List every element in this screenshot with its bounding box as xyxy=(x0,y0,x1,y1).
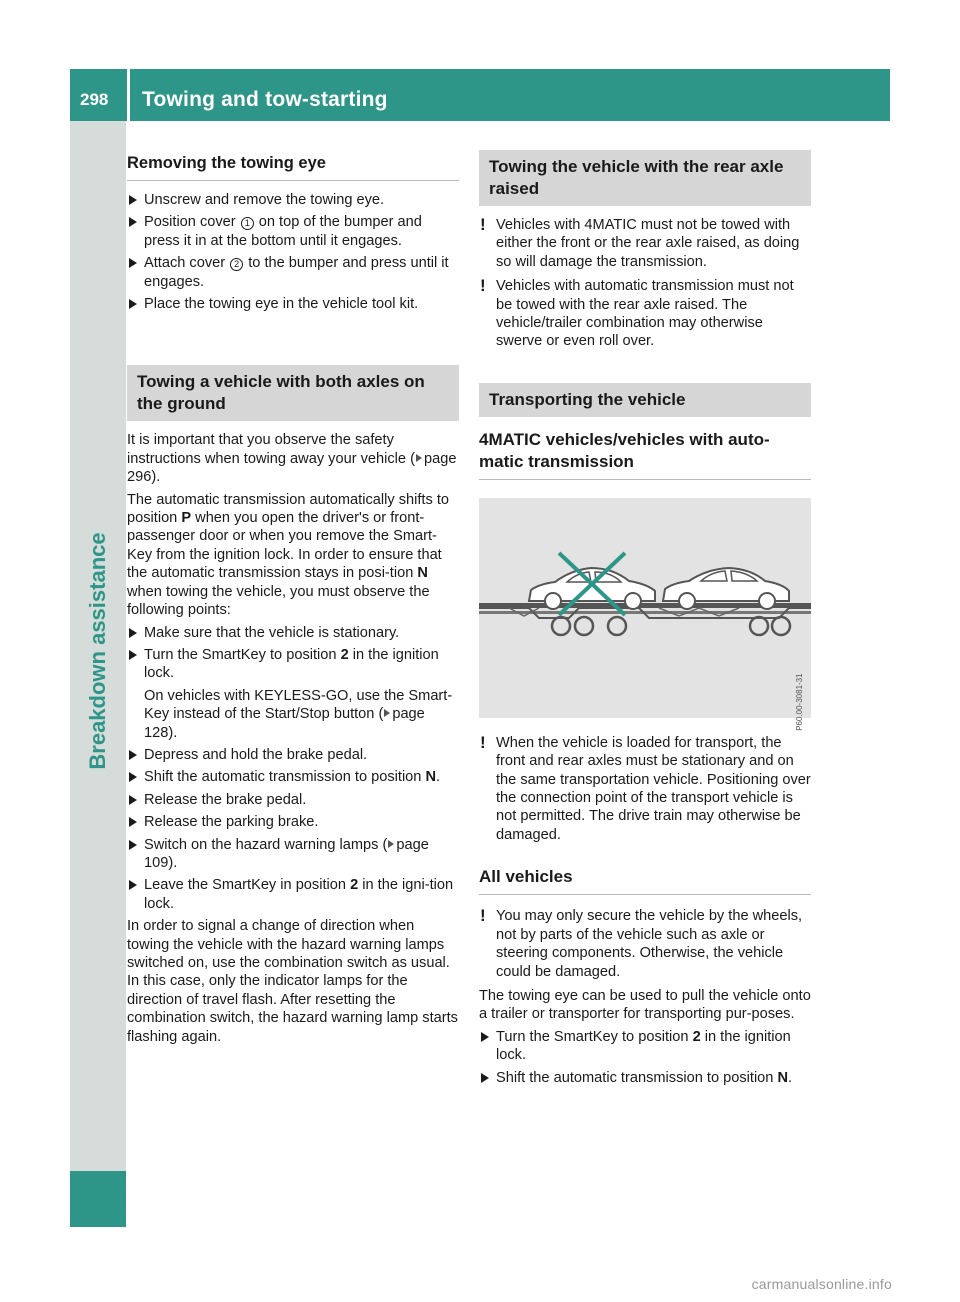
step-arrow-icon xyxy=(129,880,137,890)
step-item: Make sure that the vehicle is stationary. xyxy=(127,624,459,642)
step-arrow-icon xyxy=(129,299,137,309)
step-item: Release the parking brake. xyxy=(127,813,459,831)
paragraph: The automatic transmission automatically shifts to position P when you open the driver's or front-passenger door or when you remove the Smart-Key from the ignition lock. In order to ensure that the automatic transmission stays in posi-tion N when towing the vehicle, you must observe the following points: xyxy=(127,491,450,619)
step-item: Shift the automatic transmission to position N. xyxy=(479,1069,811,1087)
right-column xyxy=(479,150,811,1091)
callout-number-icon: 2 xyxy=(230,258,243,271)
step-arrow-icon xyxy=(129,628,137,638)
warning-note: ! When the vehicle is loaded for transport, the front and rear axles must be stationary and on the same transportation vehicle. Positioning over the connection point of the transport vehicle is not permitted. The drive train may otherwise be damaged. xyxy=(480,732,811,843)
watermark-text: carmanualsonline.info xyxy=(751,1276,892,1292)
step-item: Depress and hold the brake pedal. xyxy=(127,746,459,764)
figure-code: P60.00-3081-31 xyxy=(794,673,804,732)
step-arrow-icon xyxy=(129,258,137,268)
step-arrow-icon xyxy=(129,217,137,227)
heading-all-vehicles: All vehicles xyxy=(479,864,811,895)
step-arrow-icon xyxy=(129,795,137,805)
step-item: Position cover 1 on top of the bumper and press it in at the bottom until it engages. xyxy=(127,213,459,250)
page-header xyxy=(70,69,890,121)
warning-icon: ! xyxy=(480,732,486,752)
page-reference-icon xyxy=(388,840,394,848)
heading-4matic-automatic: 4MATIC vehicles/vehicles with auto-matic transmission xyxy=(479,427,811,480)
step-item: Turn the SmartKey to position 2 in the ignition lock. On vehicles with KEYLESS-GO, use the Smart-Key instead of the Start/Stop button ( page 128). xyxy=(127,646,459,742)
step-arrow-icon xyxy=(129,650,137,660)
step-item: Leave the SmartKey in position 2 in the igni-tion lock. xyxy=(127,876,459,913)
step-note: On vehicles with KEYLESS-GO, use the Smart-Key instead of the Start/Stop button ( page 128). xyxy=(144,687,453,741)
warning-note: ! Vehicles with automatic transmission must not be towed with the rear axle raised. The vehicle/trailer combination may otherwise swerve or even roll over. xyxy=(480,276,794,350)
heading-transporting-vehicle: Transporting the vehicle xyxy=(479,383,811,417)
step-arrow-icon xyxy=(129,750,137,760)
heading-towing-rear-axle-raised: Towing the vehicle with the rear axle raised xyxy=(479,150,811,206)
warning-note: ! You may only secure the vehicle by the wheels, not by parts of the vehicle such as axle or steering components. Otherwise, the vehicle could be damaged. xyxy=(480,906,803,980)
left-column xyxy=(127,150,459,1050)
page-number: 298 xyxy=(80,90,109,109)
chapter-title: Towing and tow-starting xyxy=(142,88,388,111)
step-item: Place the towing eye in the vehicle tool kit. xyxy=(127,295,459,313)
page-reference-icon xyxy=(416,454,422,462)
warning-icon: ! xyxy=(480,906,486,926)
paragraph: The towing eye can be used to pull the vehicle onto a trailer or transporter for transporting pur-poses. xyxy=(479,987,811,1023)
warning-icon: ! xyxy=(480,215,486,234)
heading-removing-towing-eye: Removing the towing eye xyxy=(127,150,459,181)
paragraph: In order to signal a change of direction when towing the vehicle with the hazard warning lamps switched on, use the combination switch as usual. In this case, only the indicator lamps for the direction of travel flash. After resetting the combination switch, the hazard warning lamp starts flashing again. xyxy=(127,918,458,1045)
warning-icon: ! xyxy=(480,276,486,296)
transport-illustration xyxy=(479,498,811,732)
warning-note: ! Vehicles with 4MATIC must not be towed with either the front or the rear axle raised, as doing so will damage the transmission. xyxy=(480,215,800,270)
page-reference-link[interactable]: page 109 xyxy=(144,836,429,871)
section-tab-marker xyxy=(70,1171,126,1227)
step-item: Unscrew and remove the towing eye. xyxy=(127,191,459,209)
page-reference-link[interactable]: page 296 xyxy=(127,450,457,486)
page-reference-link[interactable]: page 128 xyxy=(144,706,425,741)
section-side-band xyxy=(70,121,126,1171)
step-arrow-icon xyxy=(129,840,137,850)
step-item: Turn the SmartKey to position 2 in the ignition lock. xyxy=(479,1028,811,1065)
step-arrow-icon xyxy=(129,195,137,205)
step-arrow-icon xyxy=(129,817,137,827)
transport-trailer-image xyxy=(479,498,811,718)
step-item: Attach cover 2 to the bumper and press until it engages. xyxy=(127,254,459,291)
step-arrow-icon xyxy=(129,772,137,782)
page-reference-icon xyxy=(384,709,390,717)
step-item: Release the brake pedal. xyxy=(127,791,459,809)
header-divider xyxy=(127,69,130,121)
step-item: Switch on the hazard warning lamps ( page 109). xyxy=(127,836,459,873)
paragraph: It is important that you observe the safety instructions when towing away your vehicle ( page 296). xyxy=(127,432,457,486)
heading-towing-both-axles: Towing a vehicle with both axles on the ground xyxy=(127,365,459,421)
step-arrow-icon xyxy=(481,1073,489,1083)
step-arrow-icon xyxy=(481,1032,489,1042)
step-item: Shift the automatic transmission to position N. xyxy=(127,768,459,786)
section-label: Breakdown assistance xyxy=(85,532,110,770)
callout-number-icon: 1 xyxy=(241,217,254,230)
